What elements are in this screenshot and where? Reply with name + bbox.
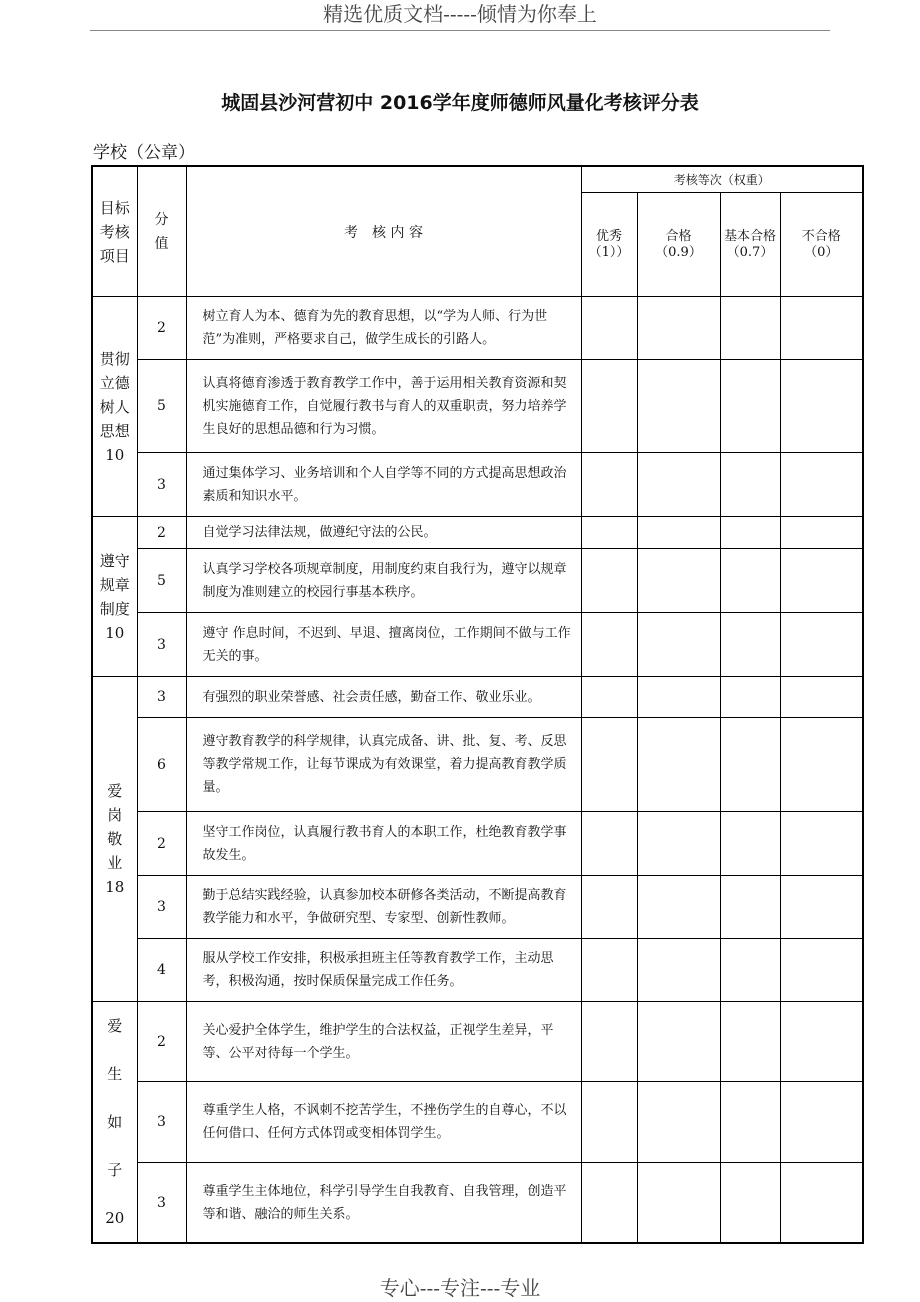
grade-input-cell[interactable] [637,677,720,718]
grade-input-cell[interactable] [637,297,720,360]
grade-input-cell[interactable] [581,939,637,1002]
score-cell: 2 [137,812,186,876]
header-grade-2 [720,193,780,297]
content-cell: 服从学校工作安排，积极承担班主任等教育教学工作，主动思考，积极沟通，按时保质保量完成工作任务。 [186,939,581,1002]
score-cell: 2 [137,1002,186,1082]
header-target [92,166,137,297]
table-row [92,939,863,1002]
grade-weight: （0.9） [655,244,702,260]
page-header: 精选优质文档-----倾情为你奉上 [323,2,597,26]
grade-input-cell[interactable] [720,718,780,812]
table-row [92,613,863,677]
target-line: 规章 [99,575,130,594]
header-grade-1 [637,193,720,297]
content-cell: 尊重学生主体地位，科学引导学生自我教育、自我管理，创造平等和谐、融洽的师生关系。 [186,1163,581,1243]
target-line: 树人 [99,397,130,416]
target-line: 爱 [107,1017,123,1035]
target-cell [92,297,137,517]
school-stamp-label: 学校（公章） [93,143,195,163]
grade-name: 优秀 [595,228,622,244]
target-line: 18 [105,878,125,896]
content-cell: 尊重学生人格，不讽刺不挖苦学生，不挫伤学生的自尊心，不以任何借口、任何方式体罚或变相体罚学生。 [186,1082,581,1163]
content-cell: 坚守工作岗位，认真履行教书育人的本职工作，杜绝教育教学事故发生。 [186,812,581,876]
grade-input-cell[interactable] [720,1002,780,1082]
target-line: 岗 [107,806,123,824]
grade-input-cell[interactable] [637,517,720,549]
grade-name: 基本合格 [723,228,776,244]
grade-input-cell[interactable] [720,613,780,677]
content-cell: 遵守教育教学的科学规律，认真完成备、讲、批、复、考、反思等教学常规工作，让每节课成为有效课堂，着力提高教育教学质量。 [186,718,581,812]
grade-input-cell[interactable] [720,549,780,613]
page-footer: 专心---专注---专业 [379,1276,541,1300]
grade-input-cell[interactable] [780,876,863,939]
grade-input-cell[interactable] [780,1163,863,1243]
grade-input-cell[interactable] [720,360,780,453]
grade-input-cell[interactable] [581,549,637,613]
score-cell: 6 [137,718,186,812]
score-cell: 2 [137,297,186,360]
content-cell: 通过集体学习、业务培训和个人自学等不同的方式提高思想政治素质和知识水平。 [186,453,581,517]
grade-input-cell[interactable] [720,517,780,549]
target-cell [92,517,137,677]
target-line: 思想 [99,421,130,440]
grade-input-cell[interactable] [637,812,720,876]
grade-input-cell[interactable] [637,613,720,677]
header-content-text: 考 核 内 容 [344,224,423,241]
header-grade-group: 考核等次（权重） [581,166,863,193]
table-row [92,453,863,517]
grade-weight: （1）） [588,244,630,260]
target-line: 业 [107,854,123,872]
target-line: 生 [107,1065,123,1083]
grade-input-cell[interactable] [581,453,637,517]
grade-input-cell[interactable] [780,677,863,718]
target-line: 敬 [107,830,123,848]
grade-input-cell[interactable] [637,876,720,939]
table-row [92,297,863,360]
grade-input-cell[interactable] [637,1082,720,1163]
grade-input-cell[interactable] [581,1082,637,1163]
grade-input-cell[interactable] [720,812,780,876]
target-line: 立德 [99,373,130,392]
target-cell [92,677,137,1002]
grade-input-cell[interactable] [581,718,637,812]
grade-input-cell[interactable] [720,1082,780,1163]
score-cell: 3 [137,1082,186,1163]
table-row [92,549,863,613]
target-line: 子 [107,1161,123,1179]
content-cell: 勤于总结实践经验，认真参加校本研修各类活动，不断提高教育教学能力和水平，争做研究型、专家型、创新性教师。 [186,876,581,939]
header-grade-3 [780,193,863,297]
content-cell: 认真将德育渗透于教育教学工作中，善于运用相关教育资源和契机实施德育工作，自觉履行教书与育人的双重职责，努力培养学生良好的思想品德和行为习惯。 [186,360,581,453]
grade-input-cell[interactable] [637,1002,720,1082]
score-cell: 3 [137,613,186,677]
grade-input-cell[interactable] [581,1163,637,1243]
content-cell: 关心爱护全体学生，维护学生的合法权益，正视学生差异，平等、公平对待每一个学生。 [186,1002,581,1082]
grade-input-cell[interactable] [581,812,637,876]
content-cell: 遵守 作息时间，不迟到、早退、擅离岗位，工作期间不做与工作无关的事。 [186,613,581,677]
grade-input-cell[interactable] [780,360,863,453]
content-cell: 认真学习学校各项规章制度，用制度约束自我行为，遵守以规章制度为准则建立的校园行事基本秩序。 [186,549,581,613]
table-row [92,812,863,876]
grade-input-cell[interactable] [637,718,720,812]
grade-input-cell[interactable] [720,297,780,360]
grade-input-cell[interactable] [637,360,720,453]
grade-input-cell[interactable] [780,549,863,613]
table-row [92,718,863,812]
grade-input-cell[interactable] [581,613,637,677]
grade-input-cell[interactable] [720,939,780,1002]
grade-input-cell[interactable] [780,1082,863,1163]
grade-input-cell[interactable] [581,677,637,718]
table-row [92,517,863,549]
grade-input-cell[interactable] [720,453,780,517]
content-cell: 树立育人为本、德育为先的教育思想，以“学为人师、行为世范”为准则，严格要求自己，做学生成长的引路人。 [186,297,581,360]
grade-input-cell[interactable] [581,517,637,549]
grade-weight: （0） [804,244,839,260]
target-line: 10 [105,445,125,464]
grade-input-cell[interactable] [581,297,637,360]
grade-input-cell[interactable] [720,876,780,939]
content-cell: 自觉学习法律法规，做遵纪守法的公民。 [186,517,581,549]
score-cell: 3 [137,677,186,718]
page-title: 城固县沙河营初中 2016学年度师德师风量化考核评分表 [221,92,699,114]
grade-input-cell[interactable] [637,453,720,517]
grade-input-cell[interactable] [581,1002,637,1082]
grade-input-cell[interactable] [581,360,637,453]
target-line: 贯彻 [99,349,130,368]
score-cell: 3 [137,876,186,939]
target-line: 爱 [107,782,123,800]
header-content [186,166,581,297]
table-row [92,677,863,718]
header-target-text: 目标考核项目 [99,198,130,265]
table-row [92,360,863,453]
grade-input-cell[interactable] [780,1002,863,1082]
grade-input-cell[interactable] [780,939,863,1002]
grade-input-cell[interactable] [780,812,863,876]
table-row [92,1002,863,1082]
target-line: 20 [105,1209,125,1227]
target-line: 如 [107,1113,123,1131]
target-line: 制度 [99,599,130,618]
grade-name: 合格 [665,228,692,244]
header-grade-0 [581,193,637,297]
score-cell: 3 [137,1163,186,1243]
evaluation-table [91,165,864,1244]
table-row [92,1082,863,1163]
grade-input-cell[interactable] [780,453,863,517]
score-cell: 2 [137,517,186,549]
target-line: 遵守 [99,551,130,570]
grade-name: 不合格 [801,228,841,244]
score-cell: 5 [137,549,186,613]
grade-input-cell[interactable] [581,876,637,939]
grade-input-cell[interactable] [720,1163,780,1243]
grade-input-cell[interactable] [637,939,720,1002]
target-cell [92,1002,137,1244]
table-row [92,1163,863,1243]
header-divider [90,30,830,31]
grade-input-cell[interactable] [780,718,863,812]
score-cell: 3 [137,453,186,517]
grade-input-cell[interactable] [637,549,720,613]
target-line: 10 [105,623,125,642]
header-score [137,166,186,297]
grade-weight: （0.7） [726,244,774,260]
grade-input-cell[interactable] [780,613,863,677]
header-score-text: 分值 [154,211,169,252]
grade-input-cell[interactable] [780,517,863,549]
score-cell: 4 [137,939,186,1002]
grade-input-cell[interactable] [720,677,780,718]
grade-input-cell[interactable] [780,297,863,360]
table-row [92,876,863,939]
content-cell: 有强烈的职业荣誉感、社会责任感，勤奋工作、敬业乐业。 [186,677,581,718]
score-cell: 5 [137,360,186,453]
grade-input-cell[interactable] [637,1163,720,1243]
